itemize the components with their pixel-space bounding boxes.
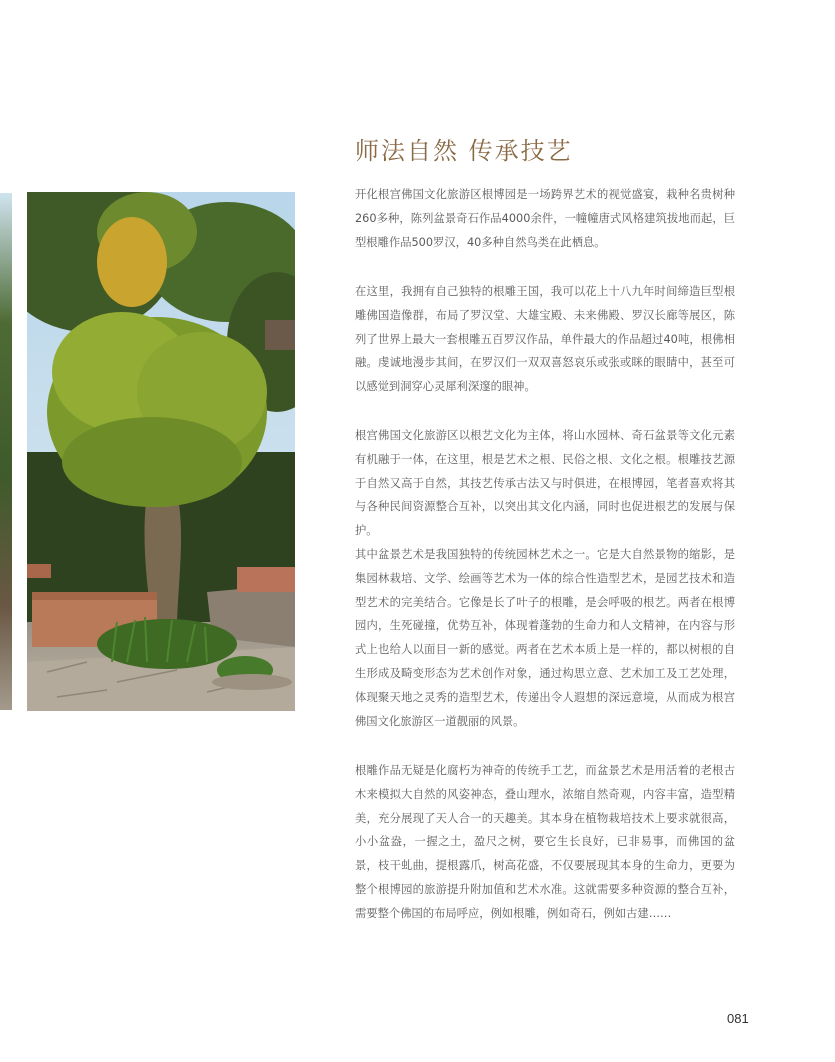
paragraph-5: 根雕作品无疑是化腐朽为神奇的传统手工艺，而盆景艺术是用活着的老根古木来模拟大自然的风姿神态，叠山理水，浓缩自然奇观，内容丰富，造型精美，充分展现了天人合一的天趣美。其本身在植物栽培技术上要求就很高，小小盆盎，一握之土，盈尺之树，要它生长良好，已非易事，而佛国的盆景，枝干虬曲，提根露爪，树高花盛，不仅要展现其本身的生命力，更要为整个根博园的旅游提升附加值和艺术水准。这就需要多种资源的整合互补，需要整个佛国的布局呼应，例如根雕，例如奇石，例如古建…… xyxy=(355,764,735,920)
bonsai-garden-photo xyxy=(27,192,295,711)
paragraph-1: 开化根宫佛国文化旅游区根博园是一场跨界艺术的视觉盛宴，栽种名贵树种260多种，陈列盆景奇石作品4000余件，一幢幢唐式风格建筑拔地而起，巨型根雕作品500罗汉，40多种自然鸟类在此栖息。 xyxy=(355,188,735,249)
photo-left-edge xyxy=(0,193,12,710)
page-number: 081 xyxy=(727,1011,749,1026)
paragraph-3: 根宫佛国文化旅游区以根艺文化为主体，将山水园林、奇石盆景等文化元素有机融于一体，在这里，根是艺术之根、民俗之根、文化之根。根雕技艺源于自然又高于自然，其技艺传承古法又与时俱进，在根博园，笔者喜欢将其与各种民间资源整合互补，以突出其文化内涵，同时也促进根艺的发展与保护。 xyxy=(355,429,735,538)
paragraph-2: 在这里，我拥有自己独特的根雕王国，我可以花上十八九年时间缔造巨型根雕佛国造像群，布局了罗汉堂、大雄宝殿、未来佛殿、罗汉长廊等展区，陈列了世界上最大一套根雕五百罗汉作品，单件最大的作品超过40吨，根佛相融。虔诚地漫步其间，在罗汉们一双双喜怒哀乐或张或眯的眼睛中，甚至可以感觉到洞穿心灵犀利深邃的眼神。 xyxy=(355,285,735,394)
article-title: 师法自然 传承技艺 xyxy=(355,137,573,165)
paragraph-4: 其中盆景艺术是我国独特的传统园林艺术之一。它是大自然景物的缩影，是集园林栽培、文学、绘画等艺术为一体的综合性造型艺术，是园艺技术和造型艺术的完美结合。它像是长了叶子的根雕，是会呼吸的根艺。两者在根博园内，生死碰撞，优势互补，体现着蓬勃的生命力和人文精神，在内容与形式上也给人以面目一新的感觉。两者在艺术本质上是一样的，都以树根的自生形成及畸变形态为艺术创作对象，通过构思立意、艺术加工及工艺处理，体现聚天地之灵秀的造型艺术，传递出令人遐想的深远意境，从而成为根宫佛国文化旅游区一道靓丽的风景。 xyxy=(355,548,735,728)
